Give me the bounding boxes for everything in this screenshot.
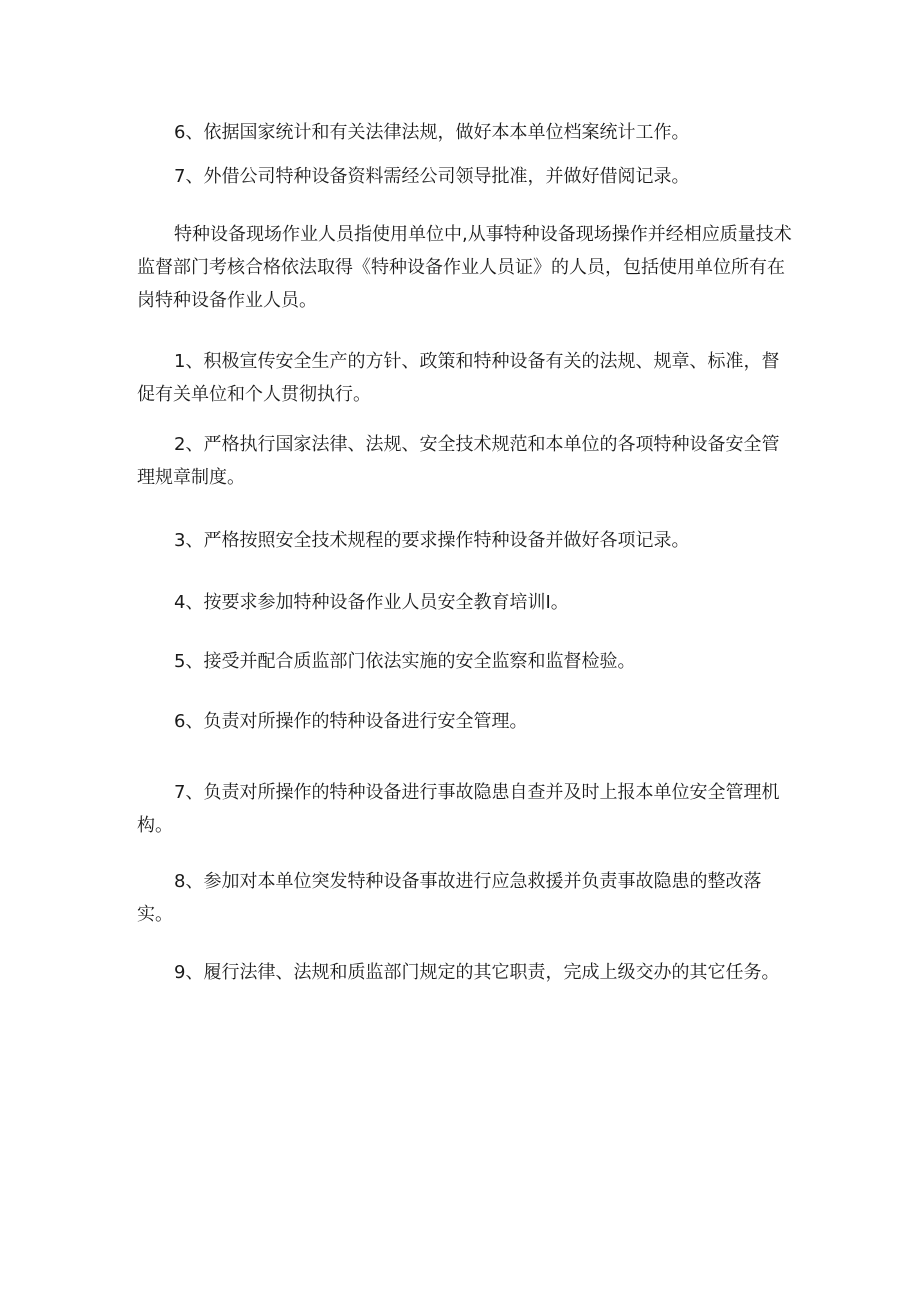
paragraph-document-lending: 7、外借公司特种设备资料需经公司领导批准，并做好借阅记录。	[174, 166, 690, 187]
paragraph-archive-statistics: 6、依据国家统计和有关法律法规，做好本本单位档案统计工作。	[174, 122, 690, 143]
paragraph-duty-3: 3、严格按照安全技术规程的要求操作特种设备并做好各项记录。	[174, 530, 690, 551]
paragraph-duty-8: 8、参加对本单位突发特种设备事故进行应急救援并负责事故隐患的整改落实。	[137, 871, 762, 925]
paragraph-duty-2: 2、严格执行国家法律、法规、安全技术规范和本单位的各项特种设备安全管理规章制度。	[137, 434, 780, 488]
paragraph-duty-7: 7、负责对所操作的特种设备进行事故隐患自查并及时上报本单位安全管理机构。	[137, 782, 780, 836]
paragraph-operator-definition: 特种设备现场作业人员指使用单位中,从事特种设备现场操作并经相应质量技术监督部门考核合格依法取得《特种设备作业人员证》的人员，包括使用单位所有在岗特种设备作业人员。	[137, 224, 792, 311]
paragraph-duty-1: 1、积极宣传安全生产的方针、政策和特种设备有关的法规、规章、标准，督促有关单位和个人贯彻执行。	[137, 351, 780, 405]
paragraph-duty-6: 6、负责对所操作的特种设备进行安全管理。	[174, 711, 528, 732]
paragraph-duty-4: 4、按要求参加特种设备作业人员安全教育培训I。	[174, 592, 569, 613]
paragraph-duty-5: 5、接受并配合质监部门依法实施的安全监察和监督检验。	[174, 651, 636, 672]
paragraph-duty-9: 9、履行法律、法规和质监部门规定的其它职责，完成上级交办的其它任务。	[174, 962, 780, 983]
